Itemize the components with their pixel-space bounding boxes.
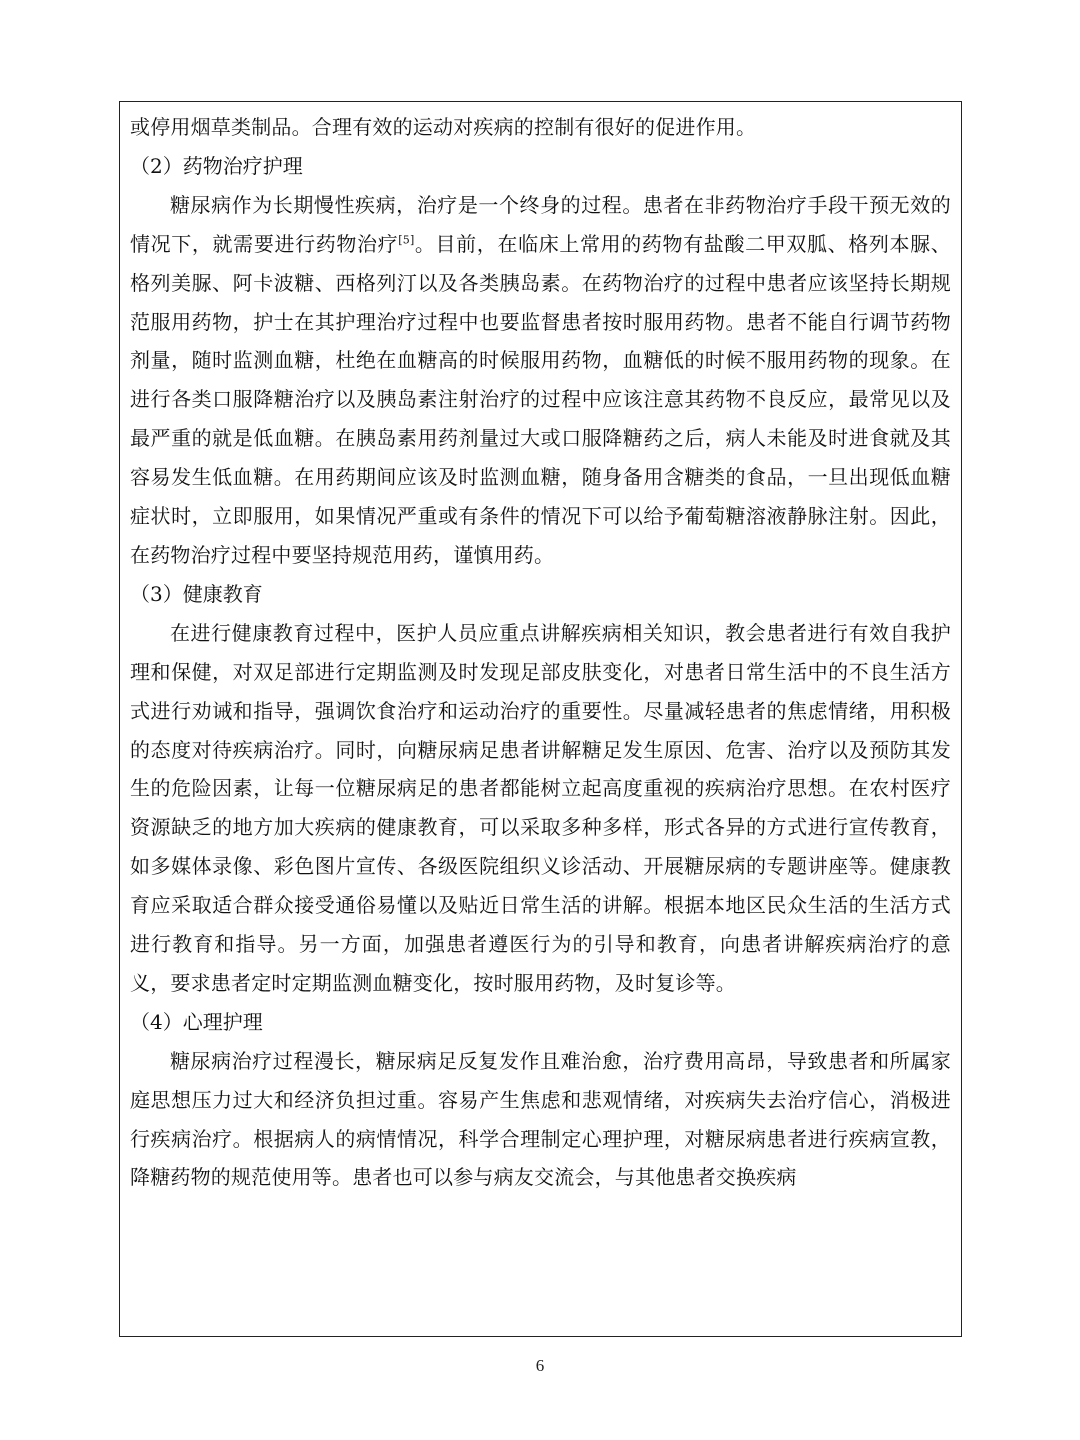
paragraph-medication-care — [130, 186, 951, 575]
page-content-frame — [119, 101, 962, 1337]
page-number: 6 — [535, 1356, 545, 1375]
section-heading-medication-care: （2）药物治疗护理 — [130, 153, 303, 178]
paragraph-medication-care-part2: 。目前，在临床上常用的药物有盐酸二甲双胍、格列本脲、格列美脲、阿卡波糖、西格列汀以及各类胰岛素。在药物治疗的过程中患者应该坚持长期规范服用药物，护士在其护理治疗过程中也要监督患者按时服用药物。患者不能自行调节药物剂量，随时监测血糖，杜绝在血糖高的时候服用药物，血糖低的时候不服用药物的现象。在进行各类口服降糖治疗以及胰岛素注射治疗的过程中应该注意其药物不良反应，最常见以及最严重的就是低血糖。在胰岛素用药剂量过大或口服降糖药之后，病人未能及时进食就及其容易发生低血糖。在用药期间应该及时监测血糖，随身备用含糖类的食品，一旦出现低血糖症状时，立即服用，如果情况严重或有条件的情况下可以给予葡萄糖溶液静脉注射。因此，在药物治疗过程中要坚持规范用药，谨慎用药。 — [130, 231, 952, 567]
paragraph-psychological-care: 糖尿病治疗过程漫长，糖尿病足反复发作且难治愈，治疗费用高昂，导致患者和所属家庭思想压力过大和经济负担过重。容易产生焦虑和悲观情绪，对疾病失去治疗信心，消极进行疾病治疗。根据病人的病情情况，科学合理制定心理护理，对糖尿病患者进行疾病宣教，降糖药物的规范使用等。患者也可以参与病友交流会，与其他患者交换疾病 — [130, 1048, 951, 1190]
paragraph-health-education: 在进行健康教育过程中，医护人员应重点讲解疾病相关知识，教会患者进行有效自我护理和保健，对双足部进行定期监测及时发现足部皮肤变化，对患者日常生活中的不良生活方式进行劝诫和指导，强调饮食治疗和运动治疗的重要性。尽量减轻患者的焦虑情绪，用积极的态度对待疾病治疗。同时，向糖尿病足患者讲解糖足发生原因、危害、治疗以及预防其发生的危险因素，让每一位糖尿病足的患者都能树立起高度重视的疾病治疗思想。在农村医疗资源缺乏的地方加大疾病的健康教育，可以采取多种多样，形式各异的方式进行宣传教育，如多媒体录像、彩色图片宣传、各级医院组织义诊活动、开展糖尿病的专题讲座等。健康教育应采取适合群众接受通俗易懂以及贴近日常生活的讲解。根据本地区民众生活的生活方式进行教育和指导。另一方面，加强患者遵医行为的引导和教育，向患者讲解疾病治疗的意义，要求患者定时定期监测血糖变化，按时服用药物，及时复诊等。 — [130, 620, 951, 995]
section-heading-health-education: （3）健康教育 — [130, 581, 263, 606]
citation-reference: [5] — [398, 233, 415, 247]
paragraph-medication-care-part1: 糖尿病作为长期慢性疾病，治疗是一个终身的过程。患者在非药物治疗手段干预无效的情况下，就需要进行药物治疗 — [130, 192, 951, 256]
paragraph-continuation: 或停用烟草类制品。合理有效的运动对疾病的控制有很好的促进作用。 — [130, 115, 757, 139]
section-heading-psychological-care: （4）心理护理 — [130, 1009, 263, 1034]
